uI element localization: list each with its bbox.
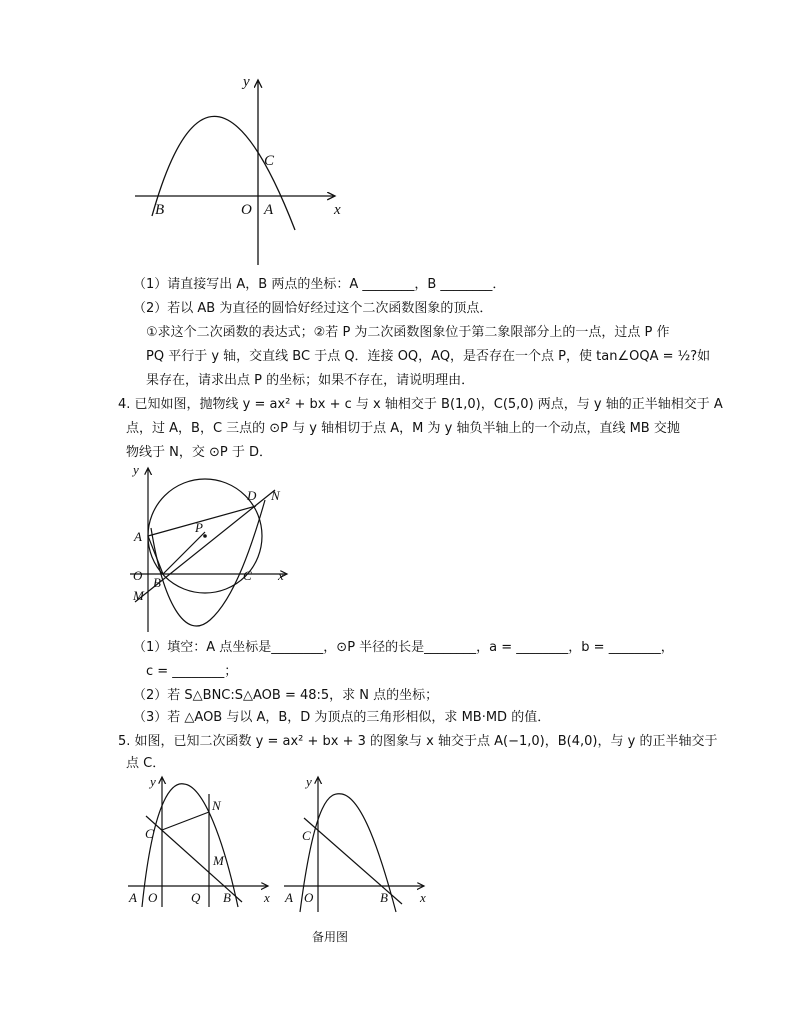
y-label: y: [306, 774, 312, 789]
line-ab: [148, 536, 163, 574]
line-cn: [162, 812, 209, 830]
figure-4-circle-parabola: [125, 462, 295, 637]
y-label: y: [133, 462, 139, 477]
q3-part3-line2: PQ 平行于 y 轴，交直线 BC 于点 Q．连接 OQ，AQ，是否存在一个点 P，使 tan∠OQA = ½?如: [146, 349, 711, 364]
x-label: x: [420, 890, 426, 905]
q-label: Q: [191, 890, 201, 905]
figure-5-backup: [280, 772, 430, 917]
parabola-curve: [142, 784, 238, 907]
n-label: N: [271, 488, 280, 503]
m-label: M: [133, 588, 144, 603]
q3-part1: （1）请直接写出 A，B 两点的坐标：A ________，B ________．: [133, 277, 506, 292]
o-label: O: [304, 890, 314, 905]
c-label: C: [243, 568, 252, 583]
figure-5-main: [124, 772, 274, 912]
b-label: B: [155, 202, 165, 218]
q3-part3-line3: 果存在，请求出点 P 的坐标；如果不存在，请说明理由．: [146, 373, 475, 388]
x-label: x: [334, 202, 341, 218]
q4-stem-line3: 物线于 N，交 ⊙P 于 D．: [126, 445, 272, 460]
o-label: O: [241, 202, 252, 218]
q4-part3: （3）若 △AOB 与以 A，B，D 为顶点的三角形相似，求 MB·MD 的值．: [133, 710, 551, 725]
a-label: A: [264, 202, 274, 218]
b-label: B: [153, 575, 161, 590]
parabola-curve: [152, 116, 295, 230]
x-label: x: [264, 890, 270, 905]
q4-part1-line2: c = ________；: [146, 664, 238, 679]
y-label: y: [243, 74, 250, 90]
line-bd: [163, 532, 205, 574]
q4-stem-line1: 4. 已知如图，抛物线 y = ax² + bx + c 与 x 轴相交于 B(1,0)，C(5,0) 两点，与 y 轴的正半轴相交于 A: [118, 397, 723, 412]
a-label: A: [134, 529, 142, 544]
n-label: N: [212, 798, 221, 813]
d-label: D: [247, 488, 257, 503]
q4-part2: （2）若 S△BNC:S△AOB = 48:5，求 N 点的坐标；: [133, 688, 439, 703]
q4-stem-line2: 点，过 A，B，C 三点的 ⊙P 与 y 轴相切于点 A，M 为 y 轴负半轴上的一个动点，直线 MB 交抛: [126, 421, 680, 436]
c-label: C: [264, 153, 275, 169]
x-label: x: [278, 568, 284, 583]
a-label: A: [129, 890, 137, 905]
a-label: A: [285, 890, 293, 905]
q3-part2: （2）若以 AB 为直径的圆恰好经过这个二次函数图象的顶点．: [133, 301, 493, 316]
b-label: B: [380, 890, 388, 905]
y-label: y: [150, 774, 156, 789]
q5-stem-line1: 5. 如图，已知二次函数 y = ax² + bx + 3 的图象与 x 轴交于点 A(−1,0)，B(4,0)，与 y 的正半轴交于: [118, 734, 718, 749]
figure-1-parabola: [130, 70, 350, 270]
q4-part1-line1: （1）填空：A 点坐标是________，⊙P 半径的长是________，a = ________，b = ________，: [133, 640, 674, 655]
o-label: O: [133, 568, 143, 583]
c-label: C: [302, 828, 311, 843]
b-label: B: [223, 890, 231, 905]
c-label: C: [145, 826, 154, 841]
q3-part3-line1: ①求这个二次函数的表达式；②若 P 为二次函数图象位于第二象限部分上的一点，过点 P 作: [146, 325, 670, 340]
backup-figure-caption: 备用图: [312, 930, 349, 944]
point-p: [203, 534, 207, 538]
q5-stem-line2: 点 C．: [126, 756, 166, 771]
m-label: M: [213, 853, 224, 868]
p-label: P: [195, 520, 203, 535]
o-label: O: [148, 890, 158, 905]
